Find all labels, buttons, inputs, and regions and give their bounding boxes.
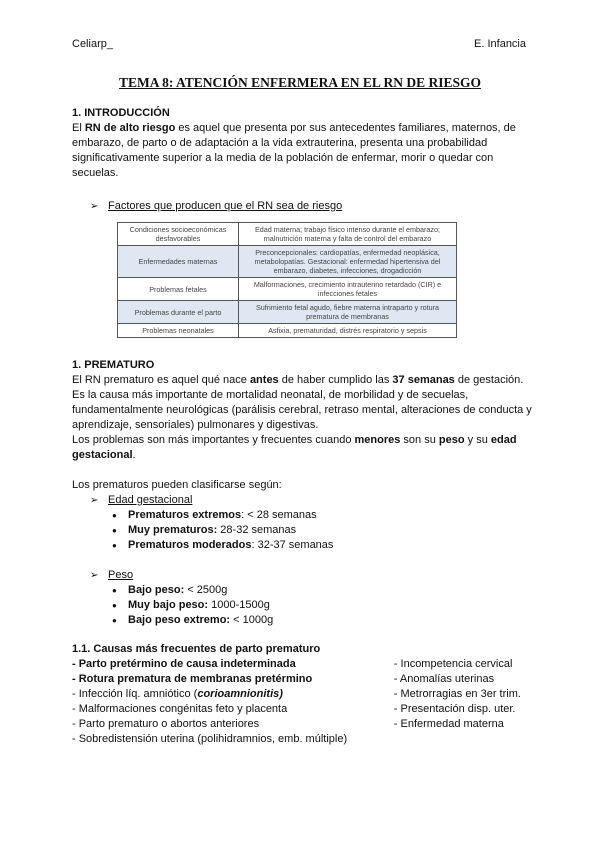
text: El RN prematuro es aquel qué nace bbox=[72, 374, 250, 386]
classify-text: Los prematuros pueden clasificarse según: bbox=[72, 479, 282, 491]
bold-text: edad gestacional bbox=[72, 434, 517, 461]
text: y su bbox=[464, 434, 491, 446]
header-subject: E. Infancia bbox=[474, 38, 526, 50]
table-cell: Problemas neonatales bbox=[118, 324, 239, 338]
table-cell: Enfermedades maternas bbox=[118, 246, 239, 278]
cause-item: - Sobredistensión uterina (polihidramnios, emb. múltiple) bbox=[72, 733, 348, 745]
table-row bbox=[118, 246, 457, 278]
text: . bbox=[132, 449, 136, 461]
cause-item: - Presentación disp. uter. bbox=[393, 703, 516, 715]
bold-text: antes bbox=[249, 374, 279, 386]
cause-item: - Malformaciones congénitas feto y placenta bbox=[72, 703, 288, 715]
intro-text: El bbox=[72, 122, 85, 134]
arrow-icon: ➢ bbox=[90, 495, 99, 506]
cause-item: - Metrorragias en 3er trim. bbox=[393, 688, 521, 700]
list-item bbox=[128, 583, 532, 598]
intro-bold: RN de alto riesgo bbox=[84, 122, 176, 134]
weight-label: Peso bbox=[108, 569, 134, 581]
text: son más importantes y frecuentes cuando bbox=[144, 434, 355, 446]
premature-problems bbox=[72, 433, 532, 463]
factors-label: Factores que producen que el RN sea de riesgo bbox=[108, 200, 343, 212]
causes-heading: 1.1. Causas más frecuentes de parto prematuro bbox=[72, 643, 321, 655]
list-item bbox=[128, 538, 532, 553]
factors-item bbox=[90, 199, 532, 214]
bold-text: Prematuros extremos bbox=[128, 509, 242, 521]
bold-italic-text: corioamnionitis) bbox=[197, 688, 283, 700]
text: : < 28 semanas bbox=[241, 509, 317, 521]
weight-item bbox=[90, 568, 532, 583]
text: < 2500g bbox=[184, 584, 228, 596]
cause-item: - Parto pretérmino de causa indeterminada bbox=[72, 658, 296, 670]
intro-paragraph bbox=[72, 121, 532, 181]
age-list bbox=[72, 508, 532, 553]
list-item bbox=[128, 598, 532, 613]
bold-text: Muy bajo peso: bbox=[128, 599, 209, 611]
text: 28-32 semanas bbox=[217, 524, 297, 536]
table-cell: Malformaciones, crecimiento intrauterino retardado (CIR) e infecciones fetales bbox=[239, 278, 457, 301]
text: - Infección líq. amniótico ( bbox=[72, 688, 198, 700]
text: de gestación. bbox=[454, 374, 524, 386]
causes-left bbox=[72, 657, 394, 747]
cause-item bbox=[72, 687, 394, 702]
causes-columns bbox=[72, 657, 532, 747]
text: 1000-1500g bbox=[208, 599, 270, 611]
weight-list bbox=[72, 583, 532, 628]
table-cell: Problemas fetales bbox=[118, 278, 239, 301]
document-body bbox=[72, 106, 532, 747]
cause-item: - Enfermedad materna bbox=[393, 718, 504, 730]
premature-heading: 1. PREMATURO bbox=[72, 359, 155, 371]
text: de haber cumplido las bbox=[278, 374, 393, 386]
text: < 1000g bbox=[230, 614, 274, 626]
table-cell: Preconcepcionales: cardiopatías, enfermedad neoplásica, metabolopatías. Gestacional: enfermedad hipertensiva del embarazo, diabetes, infecciones, drogadicción bbox=[239, 246, 457, 278]
factors-table bbox=[117, 222, 457, 338]
causes-right bbox=[394, 657, 532, 747]
premature-def bbox=[72, 373, 532, 388]
cause-item: - Incompetencia cervical bbox=[393, 658, 513, 670]
page-title: TEMA 8: ATENCIÓN ENFERMERA EN EL RN DE RIESGO bbox=[118, 75, 482, 90]
table-cell: Condiciones socioeconómicas desfavorables bbox=[118, 223, 239, 246]
age-label: Edad gestacional bbox=[108, 494, 193, 506]
table-cell: Sufrimiento fetal agudo, fiebre materna intraparto y rotura prematura de membranas bbox=[239, 301, 457, 324]
arrow-icon: ➢ bbox=[90, 201, 99, 212]
list-item bbox=[128, 508, 532, 523]
bold-text: menores bbox=[354, 434, 401, 446]
table-cell: Problemas durante el parto bbox=[118, 301, 239, 324]
intro-heading: 1. INTRODUCCIÓN bbox=[72, 107, 170, 119]
bold-text: Muy prematuros: bbox=[128, 524, 218, 536]
bold-text: 37 semanas bbox=[392, 374, 455, 386]
list-item bbox=[128, 613, 532, 628]
arrow-icon: ➢ bbox=[90, 570, 99, 581]
table-row bbox=[118, 324, 457, 338]
table-row bbox=[118, 301, 457, 324]
intro-text-rest: es aquel que presenta por sus antecedentes familiares, maternos, de embarazo, de parto o de adaptación a la vida extrauterina, presenta una probabilidad significativamente superior a la media de la población de enfermar, morir o quedar con secuelas. bbox=[72, 122, 516, 179]
cause-item: - Anomalías uterinas bbox=[393, 673, 495, 685]
text: son su bbox=[400, 434, 439, 446]
premature-cause: Es la causa más importante de mortalidad neonatal, de morbilidad y de secuelas, fundamentalmente neurológicas (parálisis cerebral, retraso mental, alteraciones de conducta y aprendizaje, sensoriales) pulmonares y digestivas. bbox=[72, 389, 532, 431]
bold-text: Bajo peso extremo: bbox=[128, 614, 231, 626]
bold-text: Bajo peso: bbox=[128, 584, 185, 596]
text: Los problemas bbox=[72, 434, 145, 446]
header-author: Celiarp_ bbox=[72, 38, 113, 50]
cause-item: - Parto prematuro o abortos anteriores bbox=[72, 718, 260, 730]
bold-text: peso bbox=[438, 434, 465, 446]
text: : 32-37 semanas bbox=[251, 539, 334, 551]
cause-item: - Rotura prematura de membranas pretérmino bbox=[72, 673, 313, 685]
table-cell: Asfixia, prematuridad, distrés respiratorio y sepsis bbox=[239, 324, 457, 338]
list-item bbox=[128, 523, 532, 538]
table-cell: Edad materna; trabajo físico intenso durante el embarazo; malnutrición materna y falta de control del embarazo bbox=[239, 223, 457, 246]
table-row bbox=[118, 278, 457, 301]
table-row bbox=[118, 223, 457, 246]
age-item bbox=[90, 493, 532, 508]
bold-text: Prematuros moderados bbox=[128, 539, 252, 551]
